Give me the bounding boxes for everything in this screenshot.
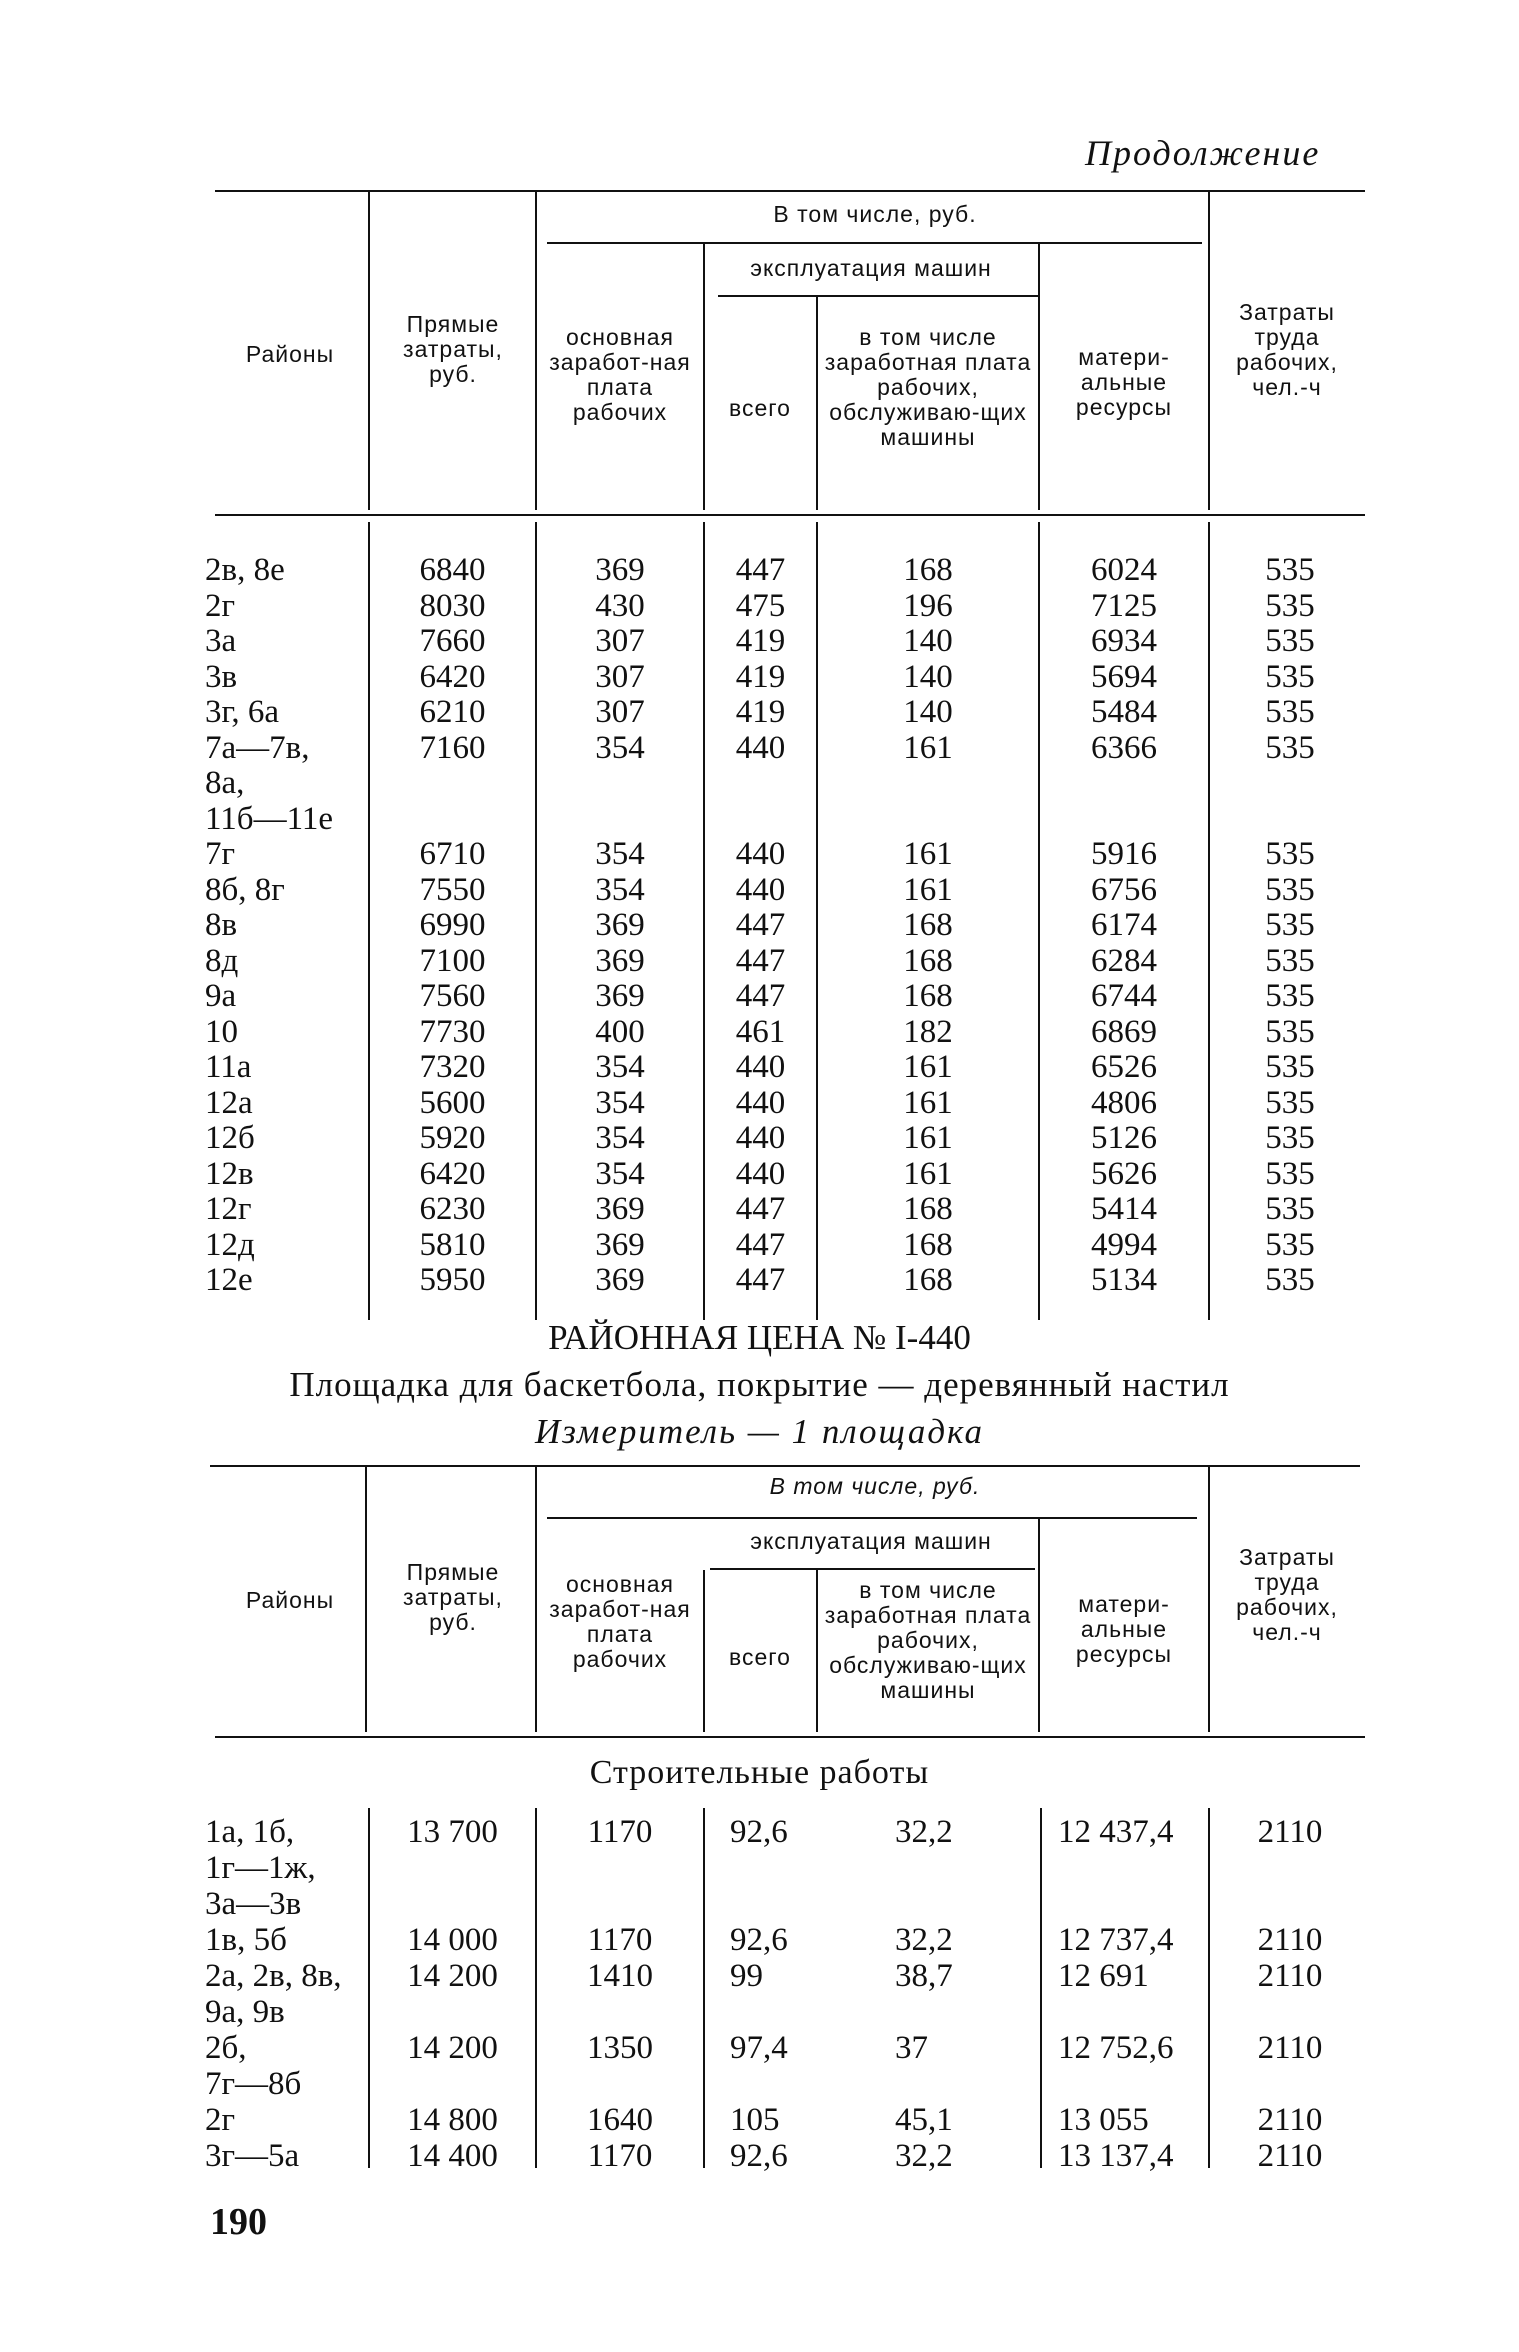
cell-labor: 2110 xyxy=(1257,1958,1323,1994)
cell-total: 92,6 xyxy=(730,1922,788,1958)
header-v-tom-chisle-zp: в том числе заработная плата рабочих, обслуживаю-щих машины xyxy=(824,1577,1032,1703)
cell-district: 1в, 5б xyxy=(205,1922,287,1958)
cell-wage: 369 xyxy=(595,907,645,943)
cell-incl: 161 xyxy=(903,1084,953,1121)
cell-wage: 354 xyxy=(595,871,645,908)
cell-labor: 2110 xyxy=(1257,2030,1323,2066)
cell-total: 440 xyxy=(735,1155,786,1192)
header-materialnye: матери-альные ресурсы xyxy=(1075,344,1173,420)
cell-material: 6869 xyxy=(1091,1013,1157,1050)
table-row xyxy=(0,2102,1519,2138)
cell-incl: 168 xyxy=(903,907,953,943)
cell-direct: 14 800 xyxy=(407,2102,498,2138)
table-row xyxy=(0,2138,1519,2174)
cell-total: 447 xyxy=(735,942,786,979)
cell-total: 92,6 xyxy=(730,2138,788,2174)
rule xyxy=(547,1517,1197,1519)
cell-district: 12в xyxy=(205,1155,254,1192)
rule xyxy=(703,1570,705,1732)
cell-incl: 161 xyxy=(903,729,953,766)
cell-material: 5916 xyxy=(1091,836,1157,872)
table-row xyxy=(0,978,1519,1014)
table-row xyxy=(0,1227,1519,1263)
table-row xyxy=(0,1014,1519,1050)
cell-direct: 5600 xyxy=(419,1084,486,1121)
cell-district: 3г—5а xyxy=(205,2138,300,2174)
cell-total: 447 xyxy=(735,1262,786,1298)
cell-district: 8в xyxy=(205,907,238,943)
cell-material: 5134 xyxy=(1091,1262,1157,1298)
rule xyxy=(816,1570,818,1732)
header-zatraty-truda: Затраты труда рабочих, чел.-ч xyxy=(1236,299,1338,400)
cell-district: 2г xyxy=(205,2102,236,2138)
cell-incl: 168 xyxy=(903,978,953,1014)
cell-district: 7г—8б xyxy=(205,2066,302,2102)
cell-district: 11б—11е xyxy=(205,800,333,837)
table-row xyxy=(0,1958,1519,2030)
rule xyxy=(718,295,1038,297)
rule xyxy=(368,192,370,510)
cell-incl: 168 xyxy=(903,1191,953,1227)
cell-total: 97,4 xyxy=(730,2030,788,2066)
header-zatraty-truda: Затраты труда рабочих, чел.-ч xyxy=(1236,1544,1338,1645)
header-vsego: всего xyxy=(729,395,791,421)
cell-labor: 535 xyxy=(1265,552,1315,588)
cell-incl: 168 xyxy=(903,1226,953,1263)
cell-incl: 32,2 xyxy=(895,2138,953,2174)
cell-district: 11а xyxy=(205,1049,252,1085)
header-pryamye: Прямые затраты, руб. xyxy=(403,1559,503,1635)
continuation-label: Продолжение xyxy=(1085,133,1321,173)
table-row xyxy=(0,659,1519,695)
cell-labor: 535 xyxy=(1265,1049,1315,1085)
cell-wage: 1350 xyxy=(587,2030,653,2066)
cell-direct: 14 000 xyxy=(407,1922,498,1958)
table-row xyxy=(0,1191,1519,1227)
header-pryamye: Прямые затраты, руб. xyxy=(403,311,503,387)
cell-wage: 369 xyxy=(595,942,645,979)
rule xyxy=(210,1465,1360,1467)
cell-district: 9а xyxy=(205,978,237,1014)
cell-district: 8а, xyxy=(205,765,245,801)
header-rayony: Районы xyxy=(245,341,335,367)
cell-direct: 7660 xyxy=(419,623,486,659)
price-title: РАЙОННАЯ ЦЕНА № I-440 xyxy=(548,1318,971,1357)
table-row xyxy=(0,2030,1519,2102)
cell-labor: 2110 xyxy=(1257,1922,1323,1958)
cell-material: 4806 xyxy=(1091,1084,1157,1121)
cell-direct: 7160 xyxy=(419,729,486,766)
header-vsego: всего xyxy=(729,1644,791,1670)
table-row xyxy=(0,1922,1519,1958)
cell-direct: 14 200 xyxy=(407,2030,498,2066)
cell-total: 447 xyxy=(735,1191,786,1227)
cell-material: 13 055 xyxy=(1058,2102,1149,2138)
cell-wage: 1410 xyxy=(587,1958,653,1994)
cell-wage: 369 xyxy=(595,552,645,588)
cell-total: 99 xyxy=(730,1958,763,1994)
cell-incl: 168 xyxy=(903,1262,953,1298)
cell-direct: 6210 xyxy=(419,694,486,730)
cell-incl: 140 xyxy=(903,658,953,695)
cell-wage: 307 xyxy=(595,658,645,695)
rule xyxy=(816,297,818,510)
cell-wage: 430 xyxy=(595,587,645,624)
cell-wage: 369 xyxy=(595,1191,645,1227)
cell-labor: 535 xyxy=(1265,1155,1315,1192)
table-row xyxy=(0,1156,1519,1192)
cell-direct: 6840 xyxy=(419,552,486,588)
cell-material: 13 137,4 xyxy=(1058,2138,1174,2174)
cell-labor: 535 xyxy=(1265,1191,1315,1227)
cell-material: 6366 xyxy=(1091,729,1157,766)
cell-wage: 369 xyxy=(595,1262,645,1298)
cell-material: 5126 xyxy=(1091,1120,1157,1156)
cell-district: 7а—7в, xyxy=(205,729,310,766)
cell-wage: 1170 xyxy=(587,1922,653,1958)
cell-district: 12е xyxy=(205,1262,253,1298)
cell-total: 440 xyxy=(735,1049,786,1085)
cell-incl: 37 xyxy=(895,2030,928,2066)
price-subtitle: Площадка для баскетбола, покрытие — деревянный настил xyxy=(289,1365,1230,1404)
cell-incl: 38,7 xyxy=(895,1958,953,1994)
cell-direct: 13 700 xyxy=(407,1814,498,1850)
cell-total: 419 xyxy=(735,658,786,695)
cell-material: 12 691 xyxy=(1058,1958,1149,1994)
cell-material: 6526 xyxy=(1091,1049,1157,1085)
cell-material: 12 737,4 xyxy=(1058,1922,1174,1958)
table-row xyxy=(0,729,1519,837)
header-v-tom-chisle: В том числе, руб. xyxy=(769,1473,981,1499)
table-row xyxy=(0,872,1519,908)
rule xyxy=(1208,1467,1210,1732)
cell-total: 105 xyxy=(730,2102,780,2138)
cell-total: 92,6 xyxy=(730,1814,788,1850)
cell-material: 6284 xyxy=(1091,942,1157,979)
cell-district: 2г xyxy=(205,587,236,624)
cell-wage: 354 xyxy=(595,1155,645,1192)
table-row xyxy=(0,1120,1519,1156)
cell-incl: 32,2 xyxy=(895,1814,953,1850)
cell-district: 3а—3в xyxy=(205,1886,302,1922)
cell-labor: 535 xyxy=(1265,836,1315,872)
cell-district: 1а, 1б, xyxy=(205,1814,295,1850)
table-row xyxy=(0,552,1519,588)
cell-wage: 354 xyxy=(595,836,645,872)
cell-direct: 6420 xyxy=(419,1155,486,1192)
cell-direct: 6420 xyxy=(419,658,486,695)
cell-incl: 196 xyxy=(903,587,953,624)
header-ekspluatatsiya: эксплуатация машин xyxy=(750,255,992,281)
cell-district: 10 xyxy=(205,1013,238,1050)
cell-incl: 161 xyxy=(903,1155,953,1192)
cell-material: 6934 xyxy=(1091,623,1157,659)
cell-district: 9а, 9в xyxy=(205,1994,285,2030)
cell-total: 475 xyxy=(735,587,786,624)
rule xyxy=(547,242,1202,244)
table-row xyxy=(0,694,1519,730)
cell-district: 8д xyxy=(205,942,239,979)
cell-total: 447 xyxy=(735,1226,786,1263)
cell-material: 5484 xyxy=(1091,694,1157,730)
table-row xyxy=(0,1814,1519,1922)
cell-district: 12а xyxy=(205,1084,253,1121)
rule xyxy=(1208,192,1210,510)
cell-direct: 5810 xyxy=(419,1226,486,1263)
cell-labor: 535 xyxy=(1265,1084,1315,1121)
cell-total: 419 xyxy=(735,694,786,730)
cell-district: 12г xyxy=(205,1191,252,1227)
cell-material: 4994 xyxy=(1091,1226,1157,1263)
table-row xyxy=(0,907,1519,943)
cell-labor: 2110 xyxy=(1257,2138,1323,2174)
cell-material: 12 437,4 xyxy=(1058,1814,1174,1850)
cell-total: 440 xyxy=(735,1084,786,1121)
table-row xyxy=(0,943,1519,979)
cell-wage: 369 xyxy=(595,1226,645,1263)
cell-direct: 6710 xyxy=(419,836,486,872)
table-row xyxy=(0,1262,1519,1298)
rule xyxy=(535,192,537,510)
cell-material: 12 752,6 xyxy=(1058,2030,1174,2066)
cell-incl: 140 xyxy=(903,623,953,659)
cell-direct: 6230 xyxy=(419,1191,486,1227)
cell-wage: 354 xyxy=(595,1049,645,1085)
table-row xyxy=(0,836,1519,872)
cell-material: 6756 xyxy=(1091,871,1157,908)
cell-district: 1г—1ж, xyxy=(205,1850,316,1886)
cell-district: 3г, 6а xyxy=(205,694,279,730)
cell-district: 3а xyxy=(205,623,237,659)
cell-labor: 535 xyxy=(1265,658,1315,695)
cell-material: 5414 xyxy=(1091,1191,1157,1227)
cell-total: 440 xyxy=(735,729,786,766)
cell-wage: 354 xyxy=(595,729,645,766)
cell-labor: 535 xyxy=(1265,1120,1315,1156)
cell-material: 6744 xyxy=(1091,978,1157,1014)
header-materialnye: матери-альные ресурсы xyxy=(1075,1591,1173,1667)
cell-total: 461 xyxy=(735,1013,786,1050)
cell-direct: 7550 xyxy=(419,871,486,908)
cell-labor: 535 xyxy=(1265,587,1315,624)
cell-direct: 7560 xyxy=(419,978,486,1014)
cell-incl: 32,2 xyxy=(895,1922,953,1958)
cell-material: 5694 xyxy=(1091,658,1157,695)
rule xyxy=(365,1467,367,1732)
cell-labor: 535 xyxy=(1265,729,1315,766)
cell-total: 447 xyxy=(735,907,786,943)
cell-incl: 168 xyxy=(903,552,953,588)
cell-direct: 8030 xyxy=(419,587,486,624)
table-row xyxy=(0,623,1519,659)
table-row xyxy=(0,1049,1519,1085)
cell-district: 8б, 8г xyxy=(205,871,285,908)
cell-labor: 535 xyxy=(1265,942,1315,979)
cell-district: 12д xyxy=(205,1226,255,1263)
page-number: 190 xyxy=(210,2201,267,2243)
cell-direct: 7100 xyxy=(419,942,486,979)
cell-district: 2в, 8е xyxy=(205,552,285,588)
cell-labor: 535 xyxy=(1265,907,1315,943)
cell-total: 419 xyxy=(735,623,786,659)
rule xyxy=(703,244,705,510)
cell-labor: 2110 xyxy=(1257,2102,1323,2138)
cell-wage: 369 xyxy=(595,978,645,1014)
cell-incl: 161 xyxy=(903,836,953,872)
cell-total: 447 xyxy=(735,552,786,588)
cell-incl: 182 xyxy=(903,1013,953,1050)
cell-total: 447 xyxy=(735,978,786,1014)
cell-material: 5626 xyxy=(1091,1155,1157,1192)
cell-wage: 354 xyxy=(595,1084,645,1121)
rule xyxy=(215,514,1365,516)
cell-district: 3в xyxy=(205,658,238,695)
cell-incl: 161 xyxy=(903,1049,953,1085)
cell-labor: 535 xyxy=(1265,871,1315,908)
cell-labor: 535 xyxy=(1265,623,1315,659)
cell-direct: 7730 xyxy=(419,1013,486,1050)
cell-incl: 161 xyxy=(903,871,953,908)
cell-labor: 535 xyxy=(1265,1013,1315,1050)
cell-incl: 161 xyxy=(903,1120,953,1156)
cell-labor: 535 xyxy=(1265,978,1315,1014)
cell-direct: 14 200 xyxy=(407,1958,498,1994)
measure-label: Измеритель — 1 площадка xyxy=(534,1412,985,1451)
rule xyxy=(215,190,1365,192)
cell-labor: 2110 xyxy=(1257,1814,1323,1850)
cell-incl: 168 xyxy=(903,942,953,979)
section-title: Строительные работы xyxy=(589,1754,930,1791)
rule xyxy=(535,1467,537,1732)
cell-district: 7г xyxy=(205,836,236,872)
cell-wage: 354 xyxy=(595,1120,645,1156)
cell-material: 6024 xyxy=(1091,552,1157,588)
cell-labor: 535 xyxy=(1265,1226,1315,1263)
header-osnovnaya: основная заработ-ная плата рабочих xyxy=(549,324,691,425)
cell-wage: 307 xyxy=(595,694,645,730)
rule xyxy=(1038,244,1040,510)
table-row xyxy=(0,1085,1519,1121)
cell-direct: 5920 xyxy=(419,1120,486,1156)
rule xyxy=(215,1736,1365,1738)
cell-direct: 6990 xyxy=(419,907,486,943)
cell-total: 440 xyxy=(735,1120,786,1156)
cell-wage: 400 xyxy=(595,1013,645,1050)
cell-material: 7125 xyxy=(1091,587,1157,624)
header-v-tom-chisle: В том числе, руб. xyxy=(773,201,977,227)
cell-wage: 307 xyxy=(595,623,645,659)
cell-wage: 1170 xyxy=(587,1814,653,1850)
header-ekspluatatsiya: эксплуатация машин xyxy=(750,1528,992,1554)
rule xyxy=(710,1568,1035,1570)
cell-labor: 535 xyxy=(1265,694,1315,730)
cell-material: 6174 xyxy=(1091,907,1157,943)
cell-district: 2б, xyxy=(205,2030,247,2066)
cell-wage: 1170 xyxy=(587,2138,653,2174)
cell-incl: 140 xyxy=(903,694,953,730)
cell-incl: 45,1 xyxy=(895,2102,953,2138)
cell-total: 440 xyxy=(735,836,786,872)
cell-district: 2а, 2в, 8в, xyxy=(205,1958,342,1994)
cell-direct: 5950 xyxy=(419,1262,486,1298)
rule xyxy=(1038,1519,1040,1732)
cell-direct: 7320 xyxy=(419,1049,486,1085)
cell-wage: 1640 xyxy=(587,2102,653,2138)
table-row xyxy=(0,588,1519,624)
header-rayony: Районы xyxy=(245,1587,335,1613)
cell-total: 440 xyxy=(735,871,786,908)
header-osnovnaya: основная заработ-ная плата рабочих xyxy=(549,1571,691,1672)
header-v-tom-chisle-zp: в том числе заработная плата рабочих, обслуживаю-щих машины xyxy=(824,324,1032,450)
cell-district: 12б xyxy=(205,1120,255,1156)
cell-direct: 14 400 xyxy=(407,2138,498,2174)
cell-labor: 535 xyxy=(1265,1262,1315,1298)
